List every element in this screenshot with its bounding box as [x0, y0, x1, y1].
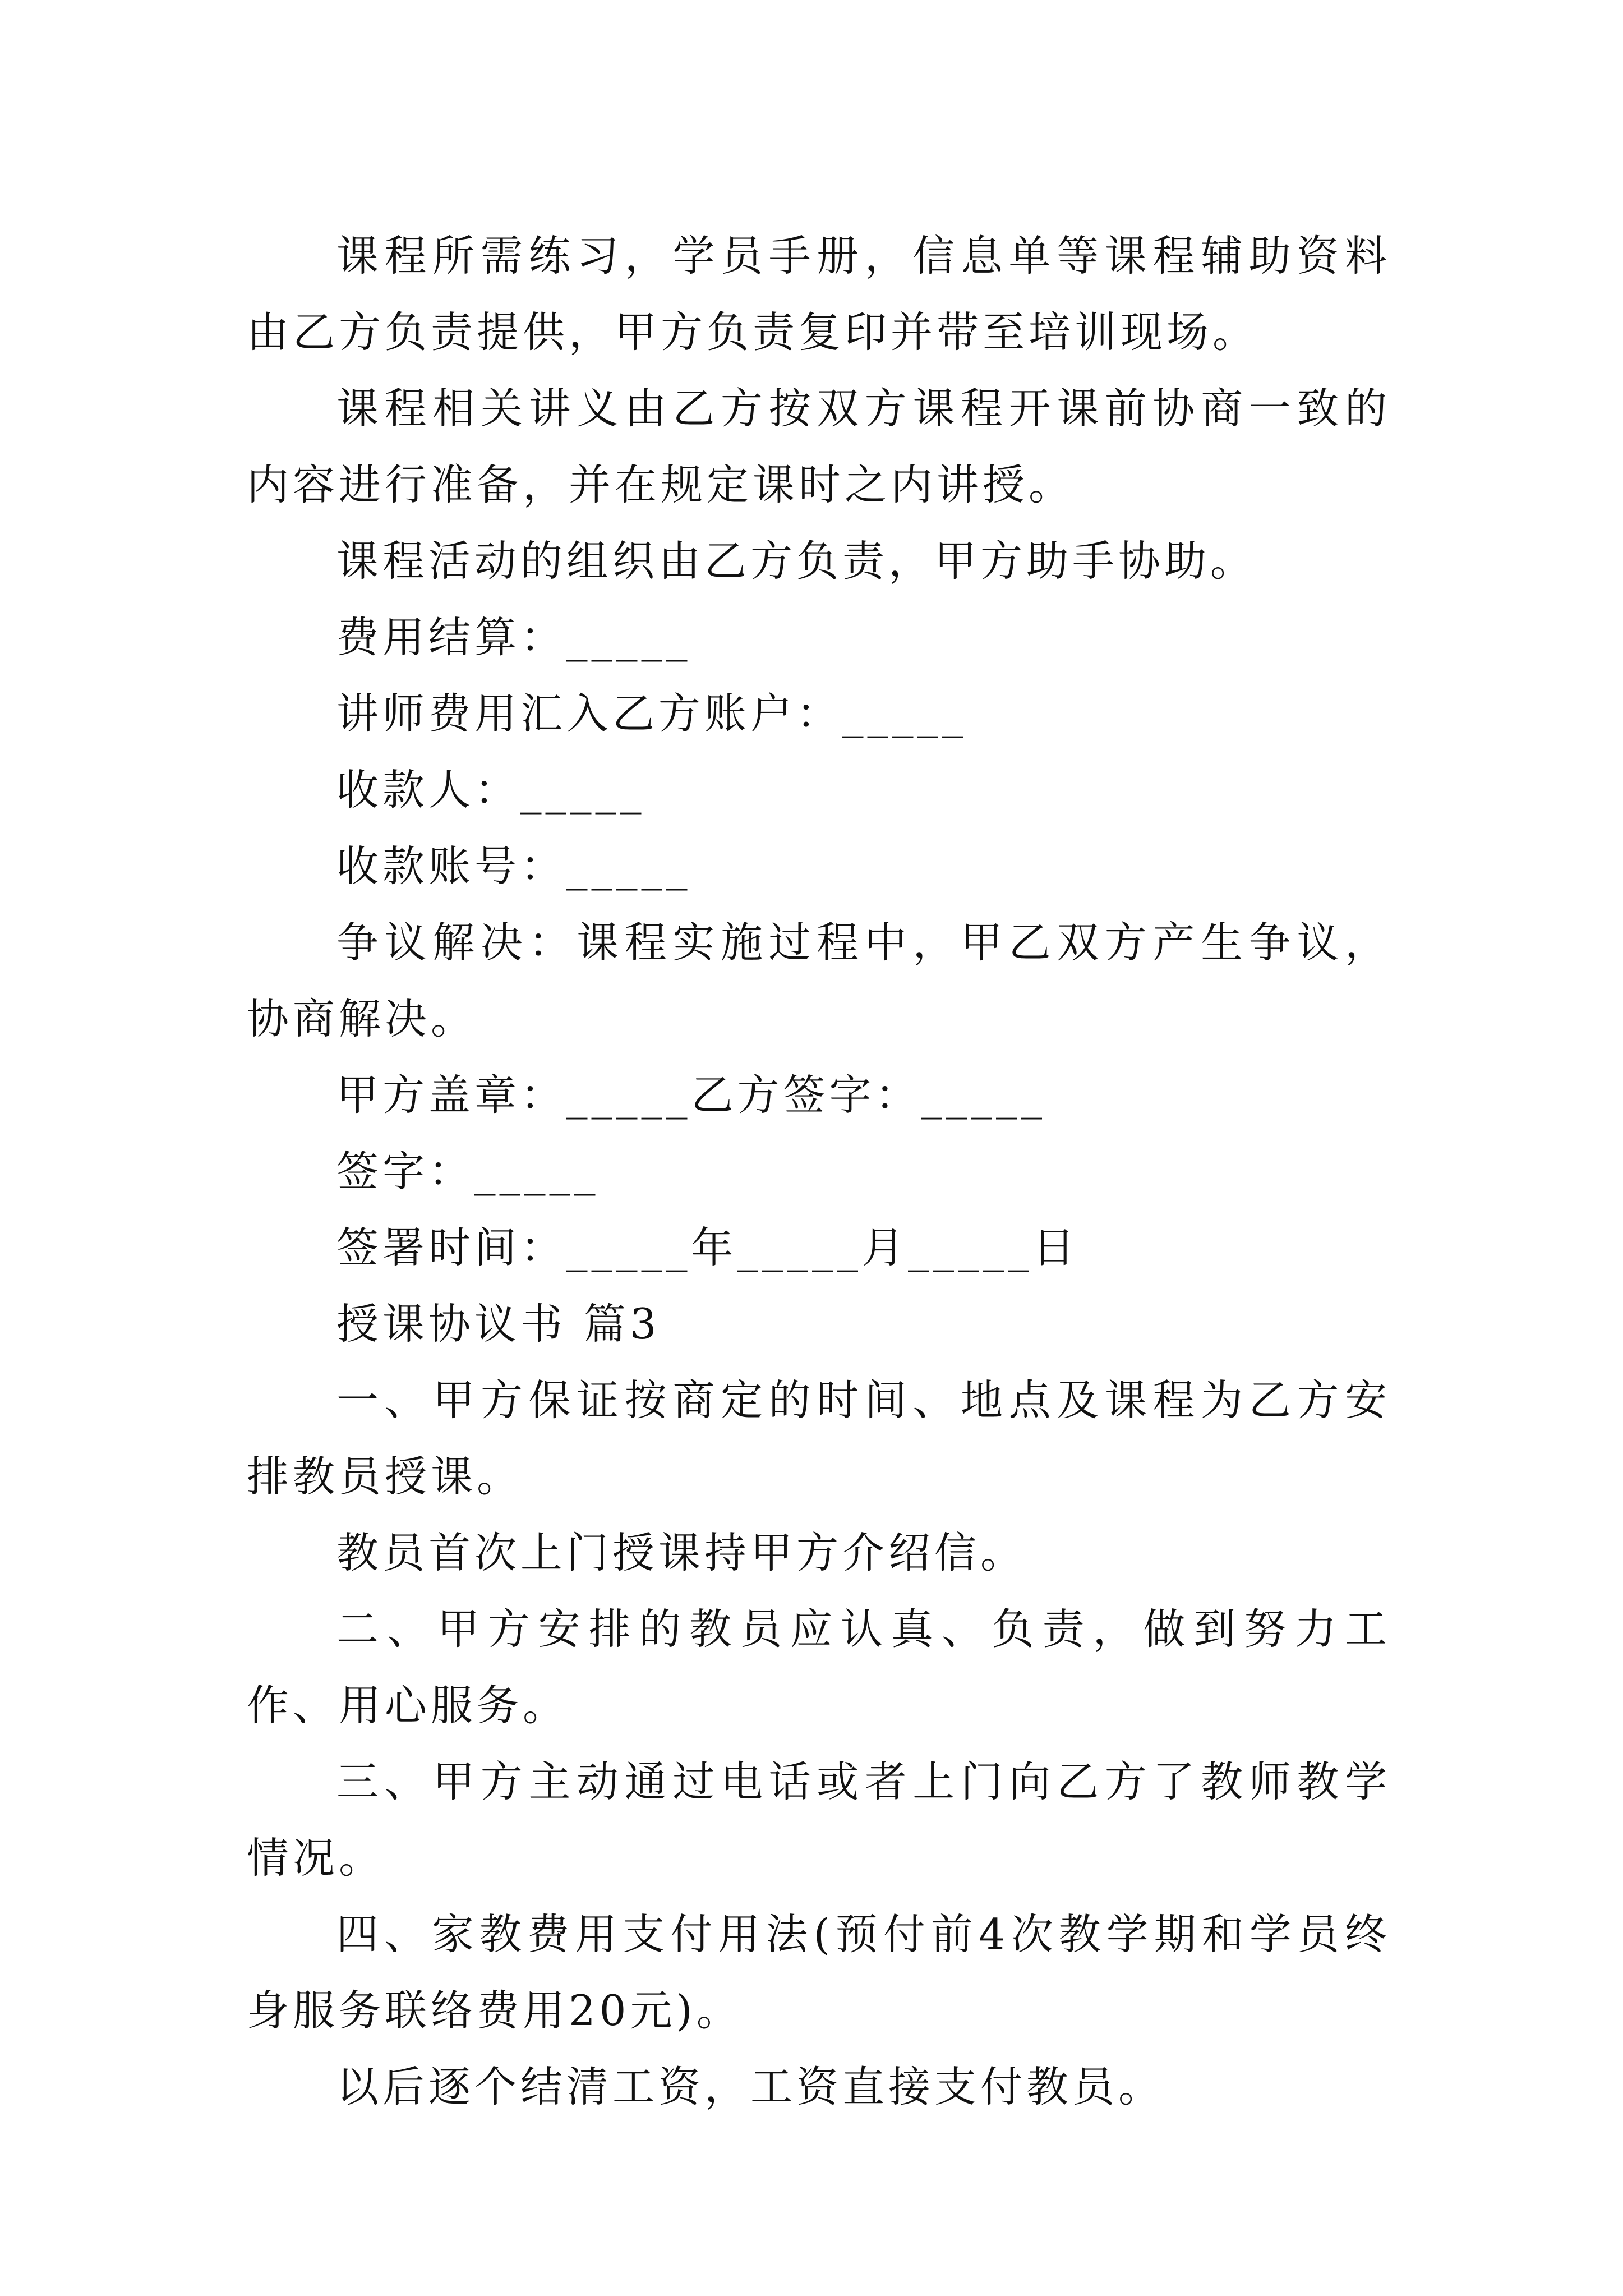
clause-1: 一、甲方保证按商定的时间、地点及课程为乙方安排教员授课。 — [247, 1375, 1391, 1501]
field-lecturer-account: 讲师费用汇入乙方账户：_____ — [336, 689, 967, 738]
field-signing-date: 签署时间：_____年_____月_____日 — [336, 1223, 1079, 1272]
section-heading: 授课协议书 篇3 — [336, 1299, 661, 1349]
field-fee-settlement: 费用结算：_____ — [336, 613, 691, 662]
clause-1-note: 教员首次上门授课持甲方介绍信。 — [336, 1528, 1027, 1577]
paragraph-course-activities: 课程活动的组织由乙方负责，甲方助手协助。 — [336, 536, 1257, 586]
paragraph-course-handouts: 课程相关讲义由乙方按双方课程开课前协商一致的内容进行准备，并在规定课时之内讲授。 — [247, 384, 1391, 509]
field-signature: 签字：_____ — [336, 1147, 600, 1196]
clause-4-note: 以后逐个结清工资，工资直接支付教员。 — [336, 2062, 1165, 2111]
paragraph-dispute-resolution: 争议解决：课程实施过程中，甲乙双方产生争议，协商解决。 — [247, 918, 1391, 1043]
clause-3: 三、甲方主动通过电话或者上门向乙方了教师教学情况。 — [247, 1757, 1391, 1883]
clause-4: 四、家教费用支付用法(预付前4次教学期和学员终身服务联络费用20元)。 — [247, 1910, 1391, 2035]
paragraph-course-materials: 课程所需练习，学员手册，信息单等课程辅助资料由乙方负责提供，甲方负责复印并带至培训现场。 — [247, 231, 1391, 357]
field-payee: 收款人：_____ — [336, 765, 645, 815]
clause-2: 二、甲方安排的教员应认真、负责，做到努力工作、用心服务。 — [247, 1604, 1391, 1730]
field-payee-account-number: 收款账号：_____ — [336, 841, 691, 891]
document-body — [247, 218, 1391, 2125]
field-seal-and-signature: 甲方盖章：_____乙方签字：_____ — [336, 1070, 1046, 1120]
